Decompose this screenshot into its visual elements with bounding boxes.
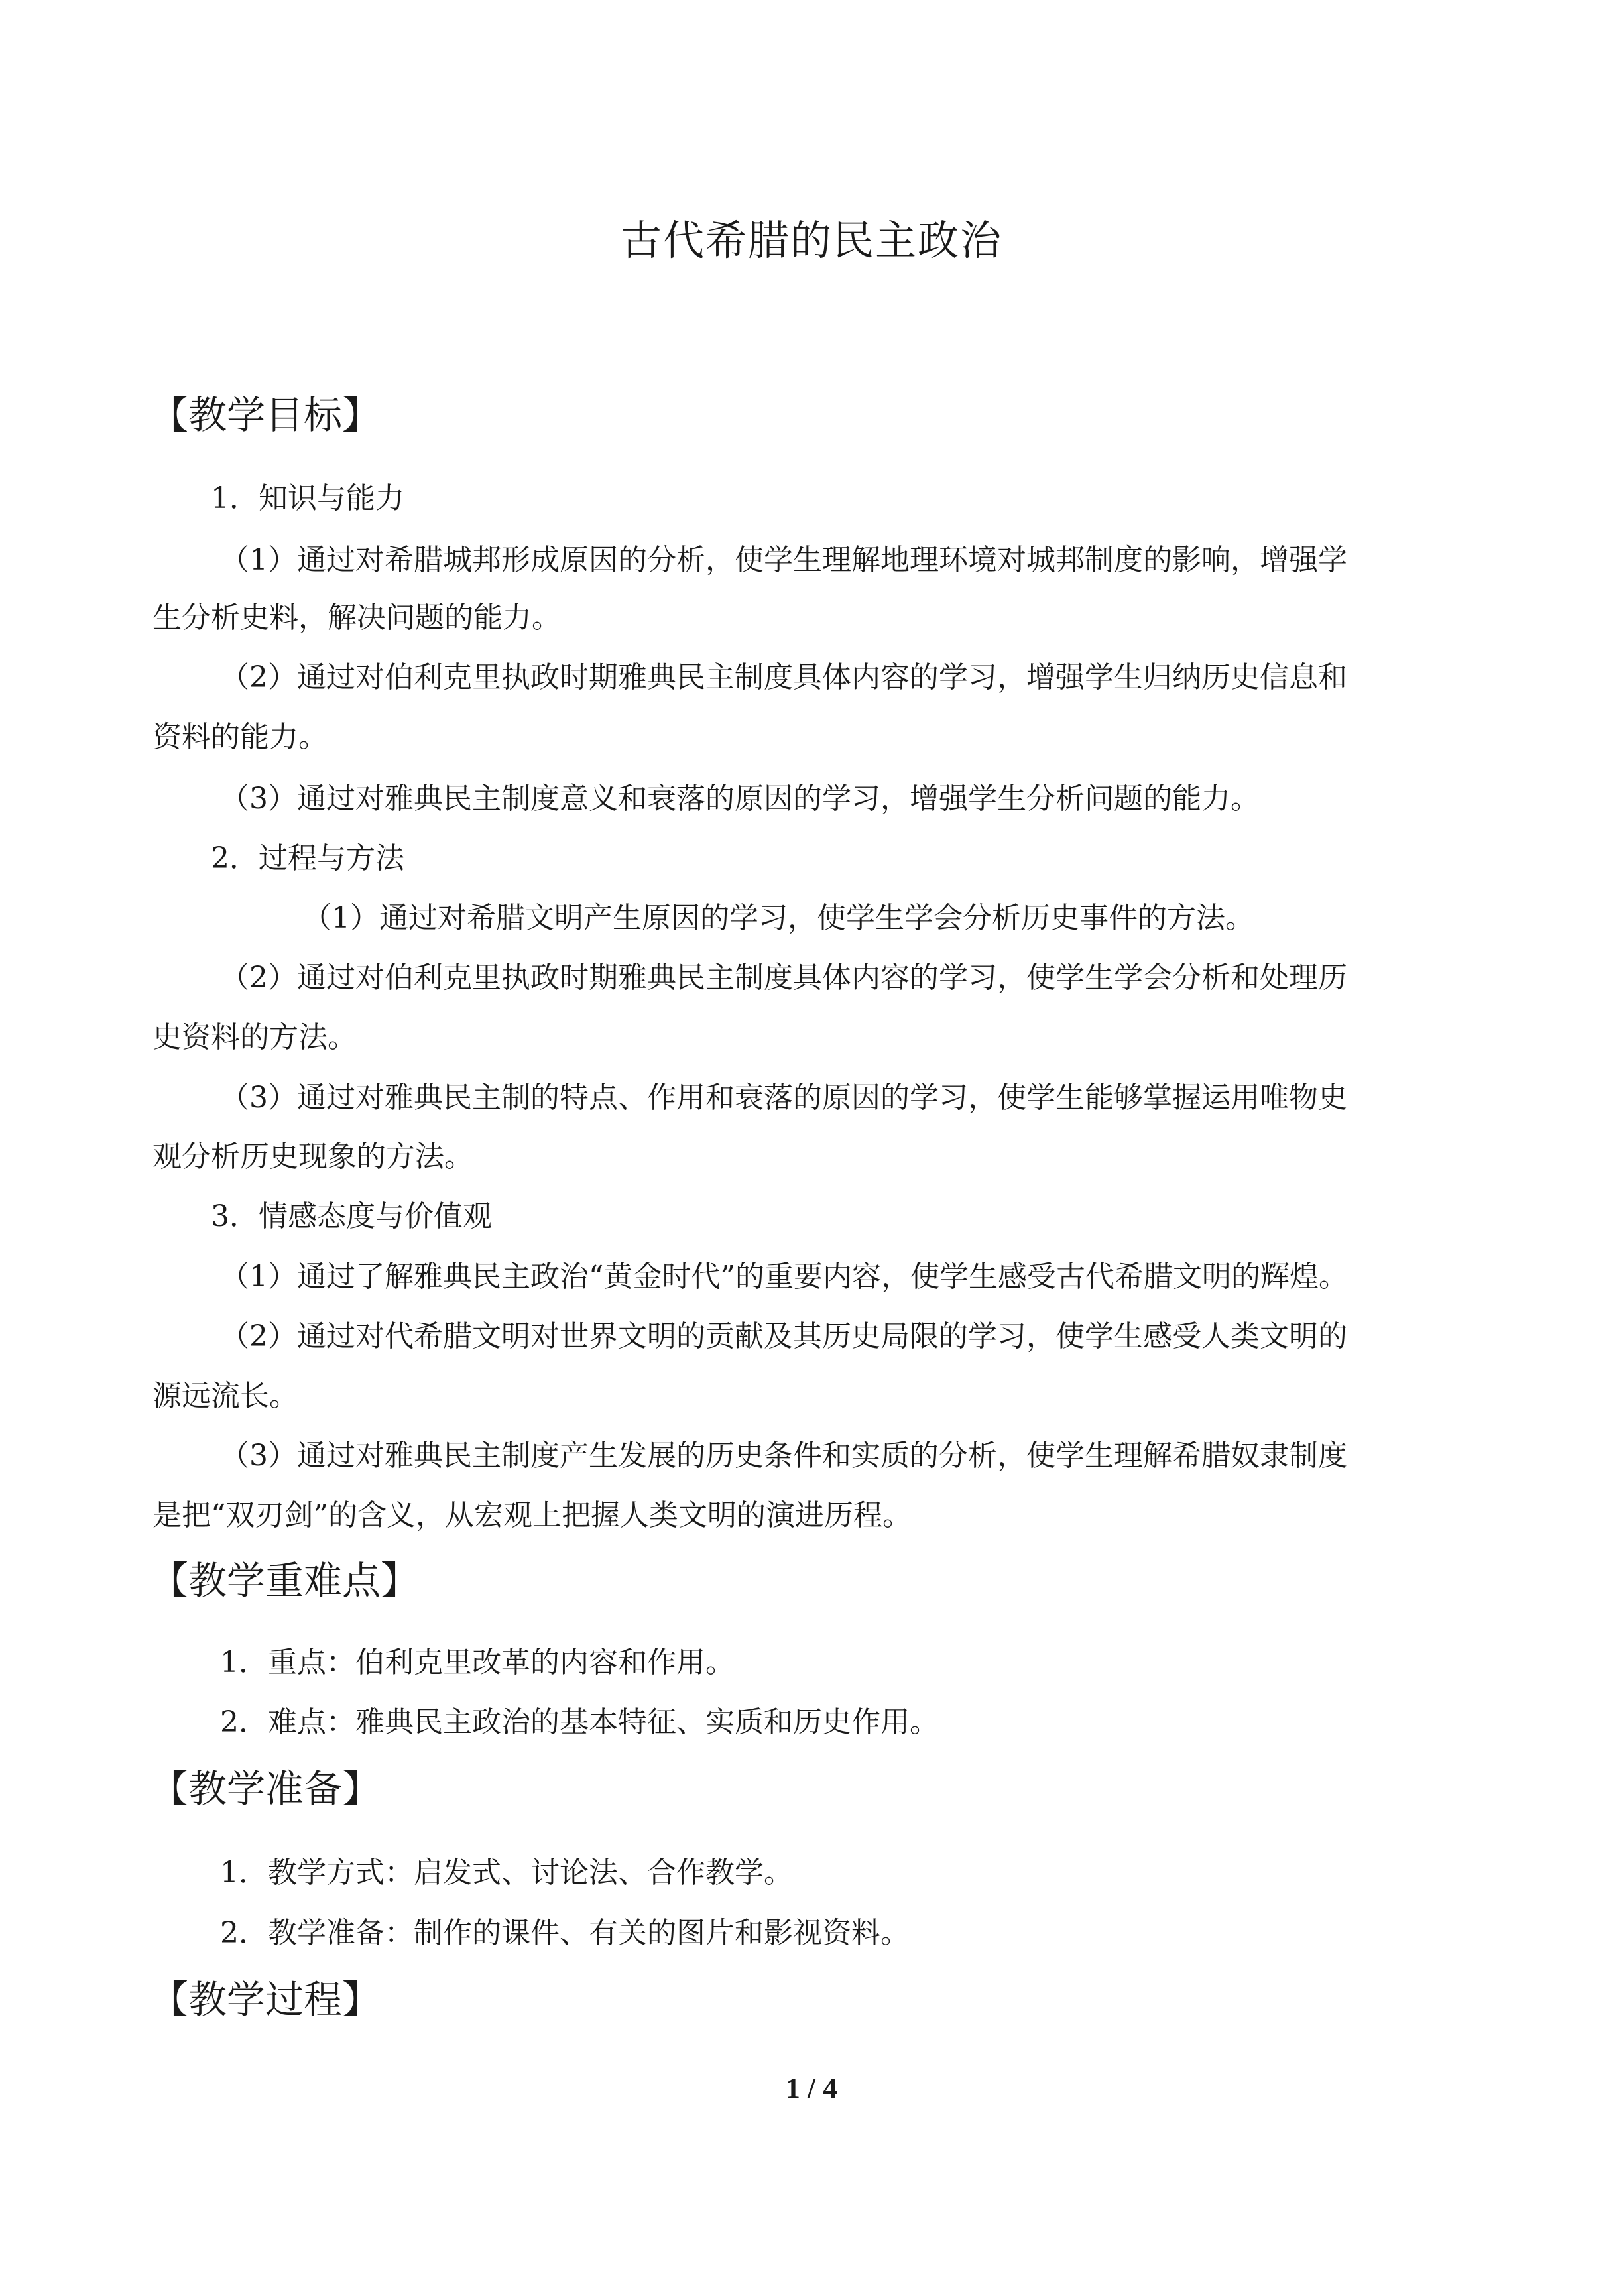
- paragraph-line: 资料的能力。: [152, 720, 328, 754]
- paragraph-line: （3）通过对雅典民主制度意义和衰落的原因的学习，增强学生分析问题的能力。: [220, 782, 1260, 816]
- section-heading-objectives: 【教学目标】: [150, 393, 381, 438]
- paragraph-line: （3）通过对雅典民主制的特点、作用和衰落的原因的学习，使学生能够掌握运用唯物史: [220, 1081, 1347, 1115]
- subheading-knowledge: 1．知识与能力: [211, 481, 404, 515]
- paragraph-line: 是把“双刃剑”的含义，从宏观上把握人类文明的演进历程。: [152, 1498, 912, 1532]
- paragraph-line: 观分析历史现象的方法。: [152, 1140, 473, 1174]
- paragraph-line: （2）通过对伯利克里执政时期雅典民主制度具体内容的学习，使学生学会分析和处理历: [220, 961, 1347, 995]
- subheading-values: 3．情感态度与价值观: [211, 1199, 492, 1233]
- paragraph-line: （1）通过了解雅典民主政治“黄金时代”的重要内容，使学生感受古代希腊文明的辉煌。: [220, 1260, 1348, 1294]
- paragraph-line: （2）通过对伯利克里执政时期雅典民主制度具体内容的学习，增强学生归纳历史信息和: [220, 660, 1347, 694]
- section-heading-key-points: 【教学重难点】: [150, 1558, 420, 1603]
- list-item: 2．教学准备：制作的课件、有关的图片和影视资料。: [220, 1916, 910, 1950]
- paragraph-line: 史资料的方法。: [152, 1020, 357, 1054]
- paragraph-line: （1）通过对希腊城邦形成原因的分析，使学生理解地理环境对城邦制度的影响，增强学: [220, 543, 1347, 577]
- paragraph-line: 生分析史料，解决问题的能力。: [152, 601, 561, 634]
- list-item: 2．难点：雅典民主政治的基本特征、实质和历史作用。: [220, 1705, 939, 1739]
- paragraph-line: （3）通过对雅典民主制度产生发展的历史条件和实质的分析，使学生理解希腊奴隶制度: [220, 1439, 1347, 1473]
- page-number: 1 / 4: [785, 2072, 838, 2104]
- paragraph-line: 源远流长。: [152, 1379, 298, 1413]
- subheading-process: 2．过程与方法: [211, 841, 404, 875]
- section-heading-process: 【教学过程】: [150, 1977, 381, 2022]
- list-item: 1．重点：伯利克里改革的内容和作用。: [220, 1646, 735, 1679]
- paragraph-line: （1）通过对希腊文明产生原因的学习，使学生学会分析历史事件的方法。: [302, 901, 1254, 935]
- section-heading-preparation: 【教学准备】: [150, 1766, 381, 1811]
- paragraph-line: （2）通过对代希腊文明对世界文明的贡献及其历史局限的学习，使学生感受人类文明的: [220, 1319, 1347, 1353]
- list-item: 1．教学方式：启发式、讨论法、合作教学。: [220, 1856, 793, 1890]
- page-title: 古代希腊的民主政治: [620, 216, 1002, 265]
